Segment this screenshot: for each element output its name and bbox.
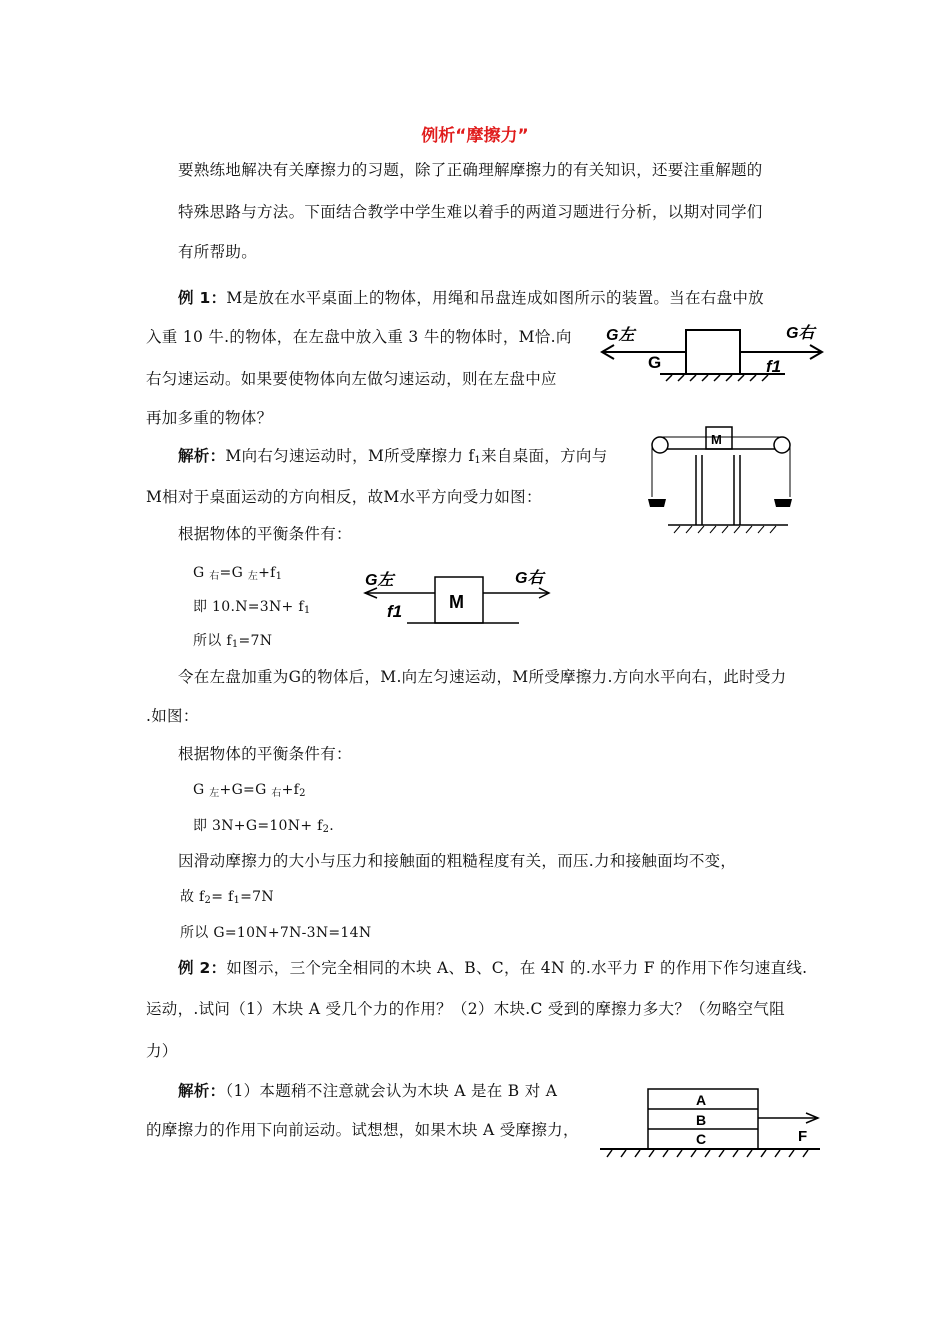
- equation-5: 即 $3N+G=10N+ f_2$.: [193, 818, 335, 835]
- m-label: M: [449, 592, 464, 612]
- g-left-label: G左: [606, 327, 635, 344]
- force-diagram-1: [600, 318, 825, 380]
- g-right-label: G右: [786, 325, 815, 342]
- solution-1-line-1: 解析：M向右匀速运动时，M所受摩擦力 $f_1$来自桌面，方向与: [178, 447, 608, 466]
- f1-label: f1: [387, 602, 403, 621]
- equation-3: 所以 $f_1=7N$: [193, 633, 273, 650]
- example-1-line-3: 右匀速运动。如果要使物体向左做匀速运动，则在左盘中应: [146, 370, 557, 388]
- solution-1-label: 解析：: [178, 447, 226, 465]
- intro-line-2: 特殊思路与方法。下面结合教学中学生难以着手的两道习题进行分析，以期对同学们: [178, 203, 763, 221]
- equation-7: 所以 G=10N+7N-3N=14N: [180, 925, 372, 941]
- example-1-line-1: 例 1：M是放在水平桌面上的物体，用绳和吊盘连成如图所示的装置。当在右盘中放: [178, 289, 764, 307]
- equation-6: 故 $f_2= f_1=7N$: [180, 889, 274, 906]
- stacked-blocks-diagram: [598, 1085, 823, 1163]
- equation-1: G $_右$=G $_左+f_1$: [193, 565, 283, 582]
- block-a-label: A: [696, 1092, 707, 1108]
- example-1-label: 例 1：: [178, 289, 227, 307]
- g-label: G: [648, 353, 662, 372]
- solution-2-label: 解析：: [178, 1082, 226, 1100]
- solution-1-line-2: M相对于桌面运动的方向相反，故M水平方向受力如图：: [146, 488, 542, 506]
- example-2-label: 例 2：: [178, 959, 227, 977]
- solution-1-line-4: 令在左盘加重为G的物体后，M.向左匀速运动，M所受摩擦力.方向水平向右，此时受力: [178, 668, 787, 686]
- page-title: 例析“摩擦力”: [421, 126, 529, 146]
- intro-line-3: 有所帮助。: [178, 243, 258, 261]
- g-right-label: G右: [515, 570, 544, 587]
- example-2-line-3: 力）: [146, 1042, 178, 1060]
- example-1-line-2: 入重 10 牛.的物体，在左盘中放入重 3 牛的物体时，M恰.向: [146, 328, 572, 346]
- f1-label: f1: [766, 357, 782, 376]
- example-1-line-4: 再加多重的物体？: [146, 409, 273, 427]
- example-2-line-2: 运动，.试问（1）木块 A 受几个力的作用？（2）木块.C 受到的摩擦力多大？（勿略空气阻: [146, 1000, 785, 1018]
- g-left-label: G左: [365, 572, 394, 589]
- block-b-label: B: [696, 1112, 707, 1128]
- solution-1-line-3: 根据物体的平衡条件有：: [178, 525, 352, 543]
- solution-2-line-1: 解析：（1）本题稍不注意就会认为木块 A 是在 B 对 A: [178, 1082, 558, 1100]
- solution-1-line-7: 因滑动摩擦力的大小与压力和接触面的粗糙程度有关，而压.力和接触面均不变，: [178, 852, 737, 870]
- example-2-line-1: 例 2：如图示，三个完全相同的木块 A、B、C，在 4N 的.水平力 F 的作用下作匀速直线.: [178, 959, 808, 977]
- equation-2: 即 $10.N=3N+ f_1$: [193, 599, 311, 616]
- equation-4: G $_左$+G=G $_右+f_2$: [193, 782, 306, 799]
- block-c-label: C: [696, 1131, 707, 1147]
- force-f-label: F: [798, 1128, 808, 1145]
- m-label: M: [711, 432, 722, 447]
- intro-line-1: 要熟练地解决有关摩擦力的习题，除了正确理解摩擦力的有关知识，还要注重解题的: [178, 161, 763, 179]
- solution-1-line-6: 根据物体的平衡条件有：: [178, 745, 352, 763]
- solution-2-line-2: 的摩擦力的作用下向前运动。试想想，如果木块 A 受摩擦力，: [146, 1121, 579, 1139]
- force-diagram-2: [355, 565, 555, 631]
- solution-1-line-5: .如图：: [146, 707, 199, 725]
- pulley-apparatus-diagram: [640, 425, 800, 537]
